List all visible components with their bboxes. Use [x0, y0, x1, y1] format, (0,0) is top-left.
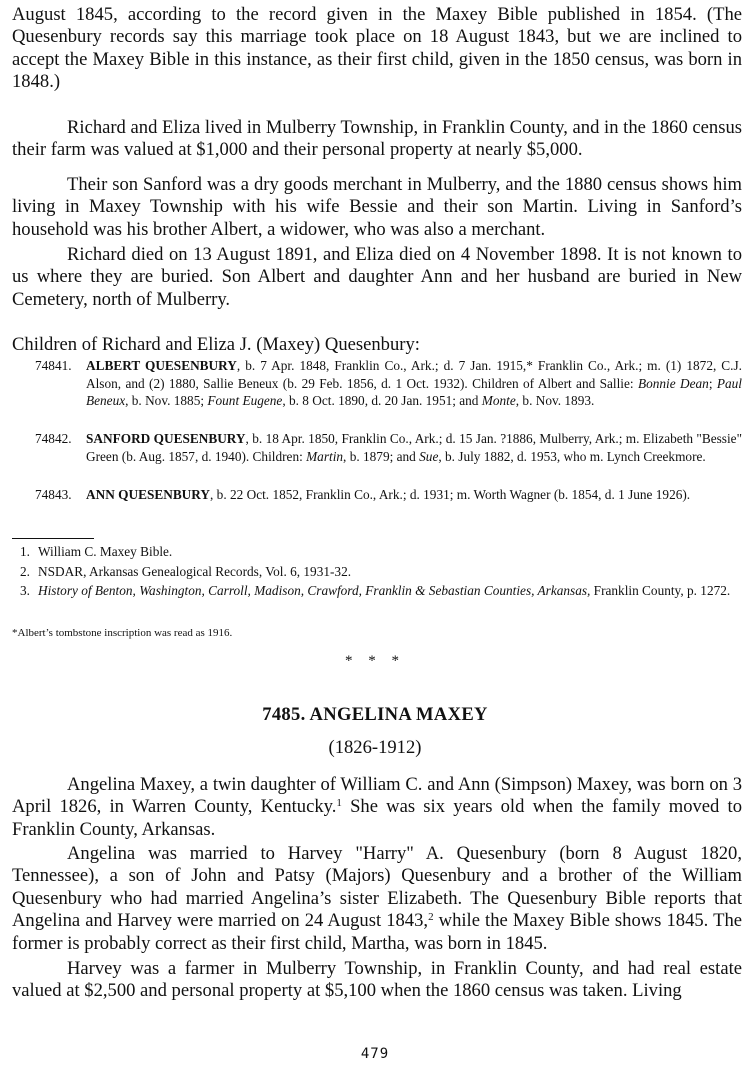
grandchild-name: Sue — [419, 448, 439, 464]
footnote-number: 1. — [20, 544, 30, 559]
asterisk-note: *Albert’s tombstone inscription was read as 1916. — [12, 627, 233, 639]
footnote-text — [38, 582, 742, 600]
footnote-1 — [20, 543, 742, 561]
child-detail: , b. 18 Apr. 1850, Franklin Co., Ark.; d. 15 Jan. ?1886, Mulberry, Ark.; m. Elizabeth "Bessie" Green (b. Aug. 1857, d. 1940). Children: — [86, 431, 742, 464]
intro-paragraph-3: Their son Sanford was a dry goods merchant in Mulberry, and the 1880 census shows him living in Maxey Township with his wife Bessie and their son Martin. Living in Sanford’s household was his brother Albert, a widower, who was also a merchant. — [12, 174, 742, 240]
child-text — [86, 486, 742, 504]
child-detail: , b. 1879; and — [343, 448, 420, 464]
paragraph-text: She was six years old when the family moved to Franklin County, Arkansas. — [12, 796, 742, 840]
footnote-3 — [20, 582, 742, 600]
child-number: 74842. — [35, 431, 72, 446]
child-name: SANFORD QUESENBURY — [86, 431, 246, 446]
paragraph-text: while the Maxey Bible shows 1845. The former is probably correct as their first child, Martha, was born in 1845. — [12, 910, 742, 954]
section-separator: * * * — [345, 653, 405, 669]
child-detail: , b. 22 Oct. 1852, Franklin Co., Ark.; d. 1931; m. Worth Wagner (b. 1854, d. 1 June 1926). — [210, 487, 691, 502]
section-paragraph-2 — [12, 843, 742, 955]
footnote-number: 3. — [20, 583, 30, 598]
child-detail: , b. 8 Oct. 1890, d. 20 Jan. 1951; and — [282, 393, 482, 409]
child-entry-ann — [35, 486, 742, 504]
footnote-text: NSDAR, Arkansas Genealogical Records, Vol. 6, 1931-32. — [38, 564, 352, 579]
grandchild-name: Paul Beneux — [86, 375, 742, 409]
footnote-source-title: History of Benton, Washington, Carroll, Madison, Crawford, Franklin & Sebastian Counties, Arkansas, — [38, 583, 591, 598]
grandchild-name: Fount Eugene — [207, 393, 283, 409]
paragraph-text: Angelina Maxey, a twin daughter of William C. and Ann (Simpson) Maxey, was born on 3 April 1826, in Warren County, Kentucky. — [12, 774, 742, 818]
child-detail: , b. 7 Apr. 1848, Franklin Co., Ark.; d. 7 Jan. 1915,* Franklin Co., Ark.; m. (1) 1872, C.J. Alson, and (2) 1880, Sallie Beneux (b. 29 Feb. 1856, d. 1 Oct. 1932). Children of Albert and Sallie: — [86, 358, 742, 391]
section-paragraph-3: Harvey was a farmer in Mulberry Township, in Franklin County, and had real estate valued at $2,500 and personal property at $5,100 when the 1860 census was taken. Living — [12, 958, 742, 1002]
child-entry-albert — [35, 357, 742, 410]
grandchild-name: Monte — [481, 393, 516, 409]
child-text — [86, 430, 742, 465]
footnote-number: 2. — [20, 564, 30, 579]
child-entry-sanford — [35, 430, 742, 465]
intro-paragraph-4: Richard died on 13 August 1891, and Eliza died on 4 November 1898. It is not known to us where they are buried. Son Albert and daughter Ann and her husband are buried in New Cemetery, north of Mulberry. — [12, 244, 742, 310]
child-name: ALBERT QUESENBURY — [86, 358, 237, 373]
child-detail: , b. Nov. 1893. — [515, 393, 595, 409]
paragraph-text: Angelina was married to Harvey "Harry" A. Quesenbury (born 8 August 1820, Tennessee), a son of John and Patsy (Majors) Quesenbury and a brother of the William Quesenbury who had married Angelina’s sister Elizabeth. The Quesenbury Bible reports that Angelina and Harvey were married on 24 August 1843, — [12, 843, 742, 932]
footnote-divider — [12, 538, 94, 539]
footnote-ref: 1 — [336, 797, 342, 810]
section-title: 7485. ANGELINA MAXEY — [262, 704, 488, 725]
intro-paragraph-1: August 1845, according to the record given in the Maxey Bible published in 1854. (The Quesenbury records say this marriage took place on 18 August 1843, but we are inclined to accept the Maxey Bible in this instance, as their first child, given in the 1850 census, was born in 1848.) — [12, 4, 742, 93]
child-number: 74841. — [35, 358, 72, 373]
intro-paragraph-2: Richard and Eliza lived in Mulberry Township, in Franklin County, and in the 1860 census their farm was valued at $1,000 and their personal property at nearly $5,000. — [12, 117, 742, 161]
child-number: 74843. — [35, 487, 72, 502]
child-detail: , b. Nov. 1885; — [125, 393, 208, 409]
child-name: ANN QUESENBURY — [86, 487, 211, 502]
footnote-ref: 2 — [428, 911, 434, 924]
child-detail: ; — [708, 375, 717, 391]
section-paragraph-1 — [12, 774, 742, 841]
footnote-source-detail: Franklin County, p. 1272. — [590, 583, 731, 598]
child-detail: , b. July 1882, d. 1953, who m. Lynch Creekmore. — [438, 448, 706, 464]
page-number: 479 — [360, 1046, 390, 1062]
footnote-text: William C. Maxey Bible. — [38, 544, 173, 559]
children-heading: Children of Richard and Eliza J. (Maxey) Quesenbury: — [12, 334, 420, 355]
footnote-2 — [20, 563, 742, 581]
section-dates: (1826-1912) — [328, 737, 422, 758]
grandchild-name: Martin — [306, 448, 344, 464]
child-text — [86, 357, 742, 410]
grandchild-name: Bonnie Dean — [637, 375, 709, 391]
